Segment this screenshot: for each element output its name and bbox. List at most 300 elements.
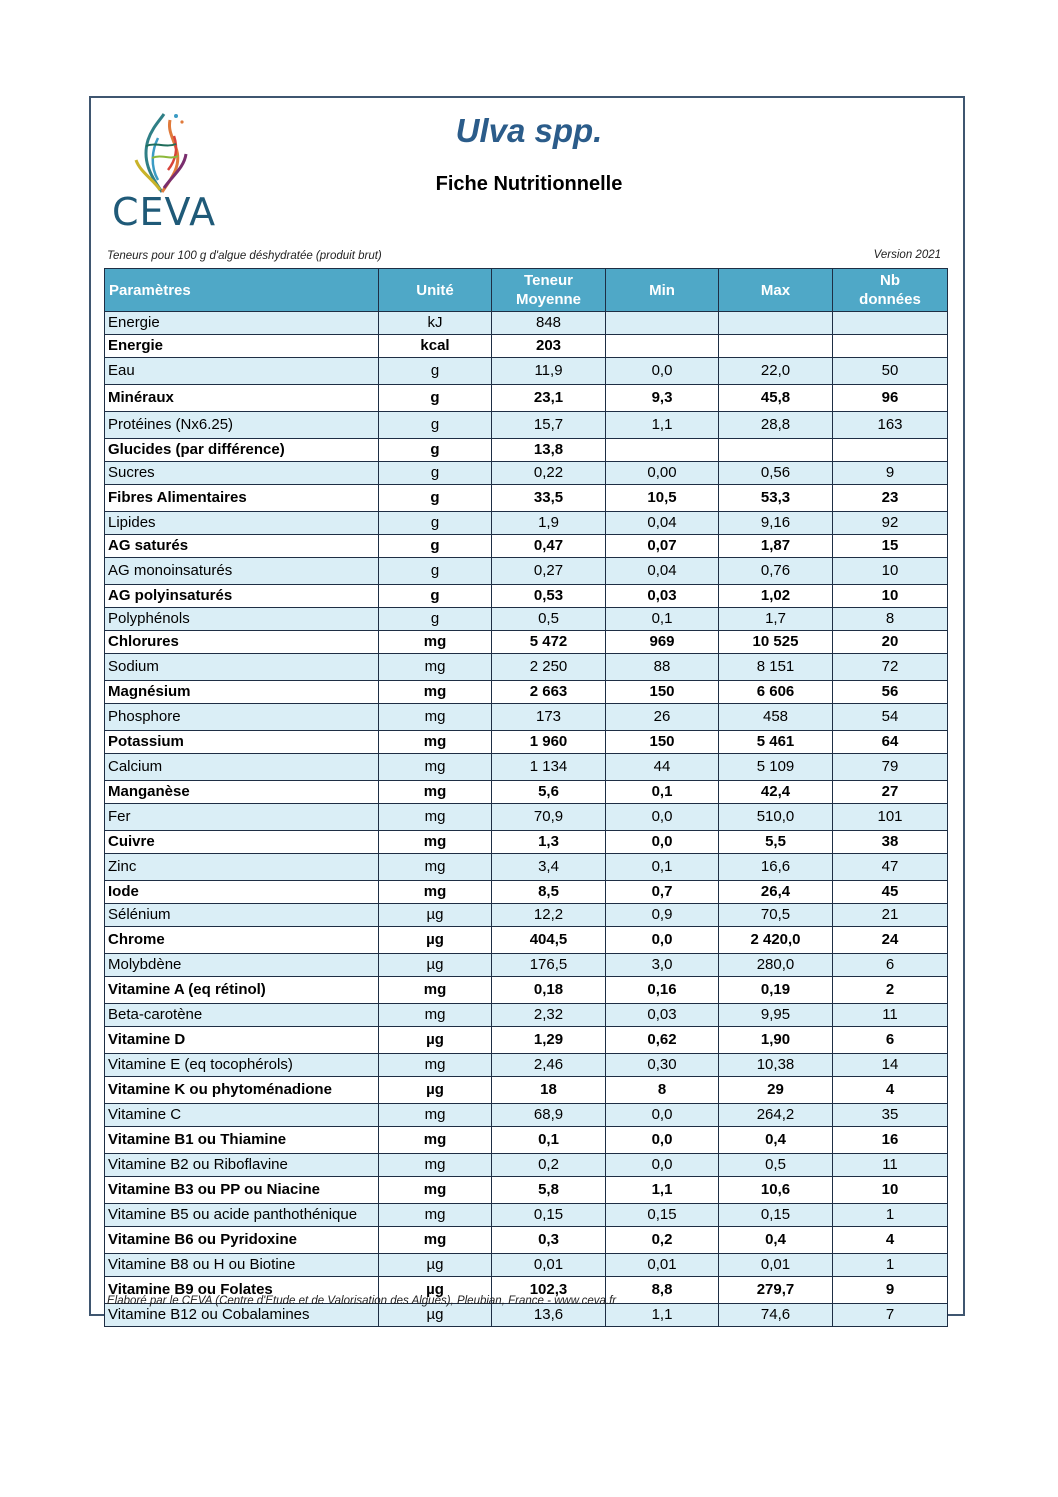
- cell-min: 0,15: [606, 1204, 719, 1227]
- cell-mean: 0,47: [492, 535, 606, 558]
- cell-max: 29: [719, 1077, 833, 1104]
- version-label: Version 2021: [873, 249, 941, 261]
- cell-max: 22,0: [719, 358, 833, 385]
- cell-n: 79: [833, 754, 948, 781]
- cell-n: 6: [833, 1027, 948, 1054]
- cell-n: 10: [833, 558, 948, 585]
- cell-max: 2 420,0: [719, 927, 833, 954]
- cell-n: 35: [833, 1104, 948, 1127]
- cell-mean: 0,22: [492, 462, 606, 485]
- cell-param: AG saturés: [105, 535, 379, 558]
- cell-n: 21: [833, 904, 948, 927]
- cell-unit: g: [379, 412, 492, 439]
- cell-max: 10 525: [719, 631, 833, 654]
- cell-param: Vitamine B3 ou PP ou Niacine: [105, 1177, 379, 1204]
- cell-max: 26,4: [719, 881, 833, 904]
- cell-max: 0,56: [719, 462, 833, 485]
- cell-min: 0,0: [606, 1127, 719, 1154]
- cell-min: 0,03: [606, 585, 719, 608]
- cell-mean: 0,18: [492, 977, 606, 1004]
- cell-unit: µg: [379, 1304, 492, 1327]
- column-header-parametres: Paramètres: [105, 269, 379, 312]
- cell-mean: 1,3: [492, 831, 606, 854]
- cell-min: 9,3: [606, 385, 719, 412]
- cell-n: 14: [833, 1054, 948, 1077]
- cell-mean: 8,5: [492, 881, 606, 904]
- table-row: [105, 535, 948, 558]
- cell-param: Vitamine B12 ou Cobalamines: [105, 1304, 379, 1327]
- cell-min: 1,1: [606, 412, 719, 439]
- cell-n: [833, 335, 948, 358]
- cell-unit: µg: [379, 904, 492, 927]
- cell-min: [606, 439, 719, 462]
- cell-mean: 0,01: [492, 1254, 606, 1277]
- cell-n: 72: [833, 654, 948, 681]
- cell-min: 150: [606, 731, 719, 754]
- cell-unit: mg: [379, 1104, 492, 1127]
- table-row: [105, 1077, 948, 1104]
- cell-mean: 11,9: [492, 358, 606, 385]
- cell-param: Chlorures: [105, 631, 379, 654]
- cell-unit: mg: [379, 654, 492, 681]
- cell-min: 0,1: [606, 781, 719, 804]
- cell-min: 0,16: [606, 977, 719, 1004]
- cell-max: 0,4: [719, 1127, 833, 1154]
- column-header-teneur-moyenne: [492, 269, 606, 312]
- table-row: [105, 585, 948, 608]
- table-row: [105, 485, 948, 512]
- table-row: [105, 977, 948, 1004]
- cell-unit: g: [379, 558, 492, 585]
- cell-max: 28,8: [719, 412, 833, 439]
- cell-min: 0,03: [606, 1004, 719, 1027]
- cell-mean: 12,2: [492, 904, 606, 927]
- cell-n: 23: [833, 485, 948, 512]
- table-row: [105, 1204, 948, 1227]
- cell-n: 56: [833, 681, 948, 704]
- cell-n: 8: [833, 608, 948, 631]
- cell-max: 16,6: [719, 854, 833, 881]
- column-header-teneur-moyenne-text: Teneur Moyenne: [515, 272, 581, 308]
- cell-mean: 102,3: [492, 1277, 606, 1304]
- cell-n: 11: [833, 1154, 948, 1177]
- cell-param: Sucres: [105, 462, 379, 485]
- cell-param: Energie: [105, 312, 379, 335]
- cell-max: 10,6: [719, 1177, 833, 1204]
- page-subtitle: Fiche Nutritionnelle: [435, 173, 623, 195]
- table-row: [105, 1027, 948, 1054]
- cell-n: 54: [833, 704, 948, 731]
- cell-n: 92: [833, 512, 948, 535]
- cell-max: 74,6: [719, 1304, 833, 1327]
- cell-n: 7: [833, 1304, 948, 1327]
- cell-n: 9: [833, 462, 948, 485]
- cell-mean: 0,3: [492, 1227, 606, 1254]
- table-row: [105, 927, 948, 954]
- table-row: [105, 1254, 948, 1277]
- cell-max: 5 461: [719, 731, 833, 754]
- cell-param: Cuivre: [105, 831, 379, 854]
- table-row: [105, 881, 948, 904]
- cell-max: [719, 335, 833, 358]
- table-row: [105, 781, 948, 804]
- cell-mean: 13,6: [492, 1304, 606, 1327]
- cell-param: Sélénium: [105, 904, 379, 927]
- cell-mean: 70,9: [492, 804, 606, 831]
- cell-param: Molybdène: [105, 954, 379, 977]
- table-row: [105, 462, 948, 485]
- cell-unit: kJ: [379, 312, 492, 335]
- cell-n: 15: [833, 535, 948, 558]
- cell-mean: 0,53: [492, 585, 606, 608]
- table-row: [105, 558, 948, 585]
- cell-unit: µg: [379, 954, 492, 977]
- cell-unit: mg: [379, 854, 492, 881]
- cell-unit: mg: [379, 781, 492, 804]
- cell-mean: 1 960: [492, 731, 606, 754]
- cell-n: 163: [833, 412, 948, 439]
- cell-n: 47: [833, 854, 948, 881]
- cell-max: 10,38: [719, 1054, 833, 1077]
- cell-max: 0,76: [719, 558, 833, 585]
- cell-min: 0,1: [606, 854, 719, 881]
- cell-param: Magnésium: [105, 681, 379, 704]
- column-header-unite: Unité: [379, 269, 492, 312]
- cell-min: 0,1: [606, 608, 719, 631]
- cell-max: 45,8: [719, 385, 833, 412]
- cell-max: 0,4: [719, 1227, 833, 1254]
- cell-mean: 68,9: [492, 1104, 606, 1127]
- table-row: [105, 439, 948, 462]
- cell-unit: mg: [379, 731, 492, 754]
- cell-param: Vitamine B6 ou Pyridoxine: [105, 1227, 379, 1254]
- cell-param: Potassium: [105, 731, 379, 754]
- cell-min: 0,0: [606, 1154, 719, 1177]
- cell-mean: 2 250: [492, 654, 606, 681]
- cell-n: 96: [833, 385, 948, 412]
- cell-unit: mg: [379, 804, 492, 831]
- cell-param: Vitamine A (eq rétinol): [105, 977, 379, 1004]
- page-title: Ulva spp.: [455, 112, 603, 149]
- cell-mean: 176,5: [492, 954, 606, 977]
- cell-unit: kcal: [379, 335, 492, 358]
- table-row: [105, 1177, 948, 1204]
- cell-mean: 5 472: [492, 631, 606, 654]
- cell-n: 11: [833, 1004, 948, 1027]
- cell-n: 2: [833, 977, 948, 1004]
- cell-min: 0,04: [606, 512, 719, 535]
- cell-min: 0,07: [606, 535, 719, 558]
- cell-param: Minéraux: [105, 385, 379, 412]
- content-note: Teneurs pour 100 g d'algue déshydratée (produit brut): [107, 250, 382, 262]
- cell-n: 27: [833, 781, 948, 804]
- cell-max: 1,90: [719, 1027, 833, 1054]
- cell-unit: mg: [379, 1154, 492, 1177]
- cell-n: [833, 439, 948, 462]
- table-row: [105, 704, 948, 731]
- footer-credit: Elaboré par le CEVA (Centre d'Etude et de Valorisation des Algues), Pleubian, France - www.ceva.fr: [107, 1295, 617, 1307]
- cell-unit: mg: [379, 977, 492, 1004]
- cell-min: 26: [606, 704, 719, 731]
- cell-unit: mg: [379, 1177, 492, 1204]
- cell-min: 0,01: [606, 1254, 719, 1277]
- nutrition-table: [104, 268, 948, 1327]
- column-header-max: Max: [719, 269, 833, 312]
- cell-max: 510,0: [719, 804, 833, 831]
- cell-param: Eau: [105, 358, 379, 385]
- cell-max: 1,02: [719, 585, 833, 608]
- cell-mean: 5,8: [492, 1177, 606, 1204]
- cell-unit: mg: [379, 1204, 492, 1227]
- cell-n: 20: [833, 631, 948, 654]
- cell-unit: mg: [379, 1227, 492, 1254]
- cell-n: 10: [833, 1177, 948, 1204]
- cell-unit: g: [379, 439, 492, 462]
- cell-unit: mg: [379, 754, 492, 781]
- cell-n: [833, 312, 948, 335]
- table-row: [105, 1127, 948, 1154]
- cell-unit: mg: [379, 631, 492, 654]
- table-row: [105, 385, 948, 412]
- table-row: [105, 1227, 948, 1254]
- cell-max: 8 151: [719, 654, 833, 681]
- cell-param: Vitamine B2 ou Riboflavine: [105, 1154, 379, 1177]
- logo-text: CEVA: [112, 190, 217, 234]
- cell-min: 0,0: [606, 927, 719, 954]
- cell-n: 1: [833, 1204, 948, 1227]
- cell-mean: 404,5: [492, 927, 606, 954]
- cell-param: Beta-carotène: [105, 1004, 379, 1027]
- cell-min: 0,0: [606, 804, 719, 831]
- cell-max: 9,16: [719, 512, 833, 535]
- cell-n: 4: [833, 1227, 948, 1254]
- table-row: [105, 335, 948, 358]
- cell-mean: 173: [492, 704, 606, 731]
- table-row: [105, 1054, 948, 1077]
- cell-unit: g: [379, 462, 492, 485]
- column-header-nb-donnees: [833, 269, 948, 312]
- column-header-nb-donnees-text: Nb données: [859, 272, 921, 308]
- cell-n: 9: [833, 1277, 948, 1304]
- cell-unit: mg: [379, 704, 492, 731]
- cell-param: Vitamine K ou phytoménadione: [105, 1077, 379, 1104]
- cell-mean: 3,4: [492, 854, 606, 881]
- cell-mean: 0,27: [492, 558, 606, 585]
- cell-param: Manganèse: [105, 781, 379, 804]
- cell-n: 101: [833, 804, 948, 831]
- cell-n: 38: [833, 831, 948, 854]
- cell-param: Zinc: [105, 854, 379, 881]
- table-row: [105, 904, 948, 927]
- table-body: [105, 312, 948, 1327]
- cell-mean: 18: [492, 1077, 606, 1104]
- cell-min: 8,8: [606, 1277, 719, 1304]
- cell-min: 0,0: [606, 358, 719, 385]
- cell-unit: g: [379, 485, 492, 512]
- cell-mean: 2,32: [492, 1004, 606, 1027]
- cell-n: 16: [833, 1127, 948, 1154]
- table-row: [105, 854, 948, 881]
- cell-unit: g: [379, 358, 492, 385]
- cell-param: Vitamine B1 ou Thiamine: [105, 1127, 379, 1154]
- cell-param: Chrome: [105, 927, 379, 954]
- cell-mean: 0,15: [492, 1204, 606, 1227]
- cell-min: 0,0: [606, 831, 719, 854]
- table-row: [105, 654, 948, 681]
- table-row: [105, 754, 948, 781]
- cell-max: 0,5: [719, 1154, 833, 1177]
- cell-min: 1,1: [606, 1304, 719, 1327]
- cell-mean: 5,6: [492, 781, 606, 804]
- cell-min: 0,00: [606, 462, 719, 485]
- cell-max: 6 606: [719, 681, 833, 704]
- cell-param: Vitamine B5 ou acide panthothénique: [105, 1204, 379, 1227]
- table-row: [105, 1004, 948, 1027]
- cell-min: 0,2: [606, 1227, 719, 1254]
- table-row: [105, 512, 948, 535]
- cell-mean: 1,9: [492, 512, 606, 535]
- cell-max: 0,15: [719, 1204, 833, 1227]
- cell-max: 1,7: [719, 608, 833, 631]
- cell-mean: 1 134: [492, 754, 606, 781]
- cell-mean: 15,7: [492, 412, 606, 439]
- cell-max: 279,7: [719, 1277, 833, 1304]
- cell-mean: 0,5: [492, 608, 606, 631]
- cell-max: 264,2: [719, 1104, 833, 1127]
- cell-max: [719, 312, 833, 335]
- cell-param: Fibres Alimentaires: [105, 485, 379, 512]
- cell-mean: 2 663: [492, 681, 606, 704]
- cell-n: 24: [833, 927, 948, 954]
- cell-mean: 848: [492, 312, 606, 335]
- cell-min: 88: [606, 654, 719, 681]
- cell-n: 6: [833, 954, 948, 977]
- cell-min: 0,9: [606, 904, 719, 927]
- table-row: [105, 312, 948, 335]
- cell-min: 8: [606, 1077, 719, 1104]
- table-row: [105, 1154, 948, 1177]
- cell-max: 9,95: [719, 1004, 833, 1027]
- cell-max: 280,0: [719, 954, 833, 977]
- cell-n: 10: [833, 585, 948, 608]
- cell-mean: 23,1: [492, 385, 606, 412]
- cell-unit: mg: [379, 881, 492, 904]
- cell-unit: µg: [379, 927, 492, 954]
- cell-mean: 203: [492, 335, 606, 358]
- cell-param: Calcium: [105, 754, 379, 781]
- cell-min: 969: [606, 631, 719, 654]
- cell-max: 458: [719, 704, 833, 731]
- table-row: [105, 412, 948, 439]
- cell-min: 150: [606, 681, 719, 704]
- table-row: [105, 831, 948, 854]
- cell-max: 0,01: [719, 1254, 833, 1277]
- table-row: [105, 731, 948, 754]
- cell-min: 0,30: [606, 1054, 719, 1077]
- cell-min: [606, 312, 719, 335]
- cell-param: Vitamine D: [105, 1027, 379, 1054]
- cell-param: Iode: [105, 881, 379, 904]
- cell-param: Energie: [105, 335, 379, 358]
- cell-n: 4: [833, 1077, 948, 1104]
- cell-unit: g: [379, 385, 492, 412]
- table-header-row: [105, 269, 948, 312]
- cell-mean: 0,1: [492, 1127, 606, 1154]
- cell-param: Fer: [105, 804, 379, 831]
- table-row: [105, 358, 948, 385]
- cell-max: 1,87: [719, 535, 833, 558]
- cell-min: [606, 335, 719, 358]
- cell-unit: µg: [379, 1277, 492, 1304]
- cell-max: 53,3: [719, 485, 833, 512]
- cell-param: AG polyinsaturés: [105, 585, 379, 608]
- table-row: [105, 1104, 948, 1127]
- cell-param: Sodium: [105, 654, 379, 681]
- cell-unit: mg: [379, 1127, 492, 1154]
- cell-min: 10,5: [606, 485, 719, 512]
- cell-unit: g: [379, 585, 492, 608]
- cell-min: 1,1: [606, 1177, 719, 1204]
- table-row: [105, 954, 948, 977]
- cell-param: Vitamine C: [105, 1104, 379, 1127]
- cell-unit: mg: [379, 1004, 492, 1027]
- cell-param: AG monoinsaturés: [105, 558, 379, 585]
- cell-param: Polyphénols: [105, 608, 379, 631]
- cell-unit: mg: [379, 831, 492, 854]
- cell-n: 45: [833, 881, 948, 904]
- cell-max: 5 109: [719, 754, 833, 781]
- cell-unit: g: [379, 608, 492, 631]
- cell-param: Vitamine E (eq tocophérols): [105, 1054, 379, 1077]
- cell-mean: 1,29: [492, 1027, 606, 1054]
- cell-max: [719, 439, 833, 462]
- cell-mean: 2,46: [492, 1054, 606, 1077]
- cell-mean: 0,2: [492, 1154, 606, 1177]
- table-row: [105, 804, 948, 831]
- cell-max: 0,19: [719, 977, 833, 1004]
- cell-param: Lipides: [105, 512, 379, 535]
- cell-max: 5,5: [719, 831, 833, 854]
- cell-unit: g: [379, 512, 492, 535]
- cell-unit: µg: [379, 1254, 492, 1277]
- cell-max: 70,5: [719, 904, 833, 927]
- cell-param: Vitamine B8 ou H ou Biotine: [105, 1254, 379, 1277]
- cell-param: Protéines (Nx6.25): [105, 412, 379, 439]
- table-row: [105, 631, 948, 654]
- cell-min: 0,0: [606, 1104, 719, 1127]
- cell-unit: µg: [379, 1027, 492, 1054]
- cell-param: Glucides (par différence): [105, 439, 379, 462]
- cell-param: Vitamine B9 ou Folates: [105, 1277, 379, 1304]
- column-header-min: Min: [606, 269, 719, 312]
- cell-n: 1: [833, 1254, 948, 1277]
- cell-n: 64: [833, 731, 948, 754]
- cell-min: 0,04: [606, 558, 719, 585]
- cell-mean: 13,8: [492, 439, 606, 462]
- cell-min: 44: [606, 754, 719, 781]
- cell-n: 50: [833, 358, 948, 385]
- cell-mean: 33,5: [492, 485, 606, 512]
- cell-unit: µg: [379, 1077, 492, 1104]
- table-row: [105, 608, 948, 631]
- table-row: [105, 681, 948, 704]
- cell-param: Phosphore: [105, 704, 379, 731]
- cell-max: 42,4: [719, 781, 833, 804]
- cell-unit: mg: [379, 681, 492, 704]
- cell-min: 3,0: [606, 954, 719, 977]
- cell-min: 0,62: [606, 1027, 719, 1054]
- cell-min: 0,7: [606, 881, 719, 904]
